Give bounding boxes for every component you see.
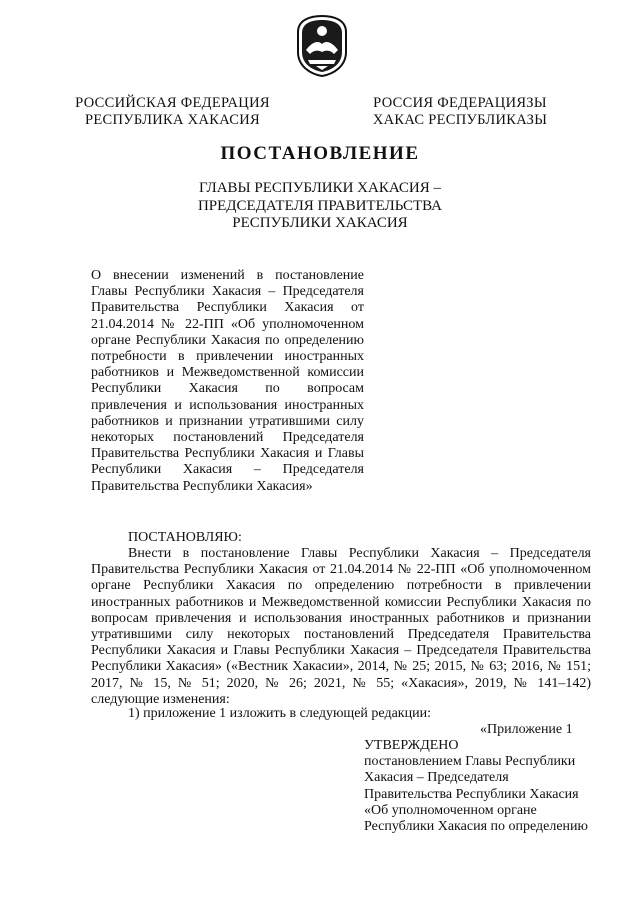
header-left-line2: РЕСПУБЛИКА ХАКАСИЯ [85, 112, 260, 128]
approved-line4: «Об уполномоченном органе [364, 802, 537, 818]
subtitle-line3: РЕСПУБЛИКИ ХАКАСИЯ [232, 215, 408, 231]
approval-block [364, 738, 594, 835]
document-subtitle [0, 180, 640, 233]
coat-of-arms-emblem [294, 14, 350, 78]
annex-label: «Приложение 1 [480, 722, 573, 737]
approved-line3: Правительства Республики Хакасия [364, 786, 579, 802]
document-subject: О внесении изменений в постановление Главы Республики Хакасия – Председателя Правительства Республики Хакасия от 21.04.2014 № 22-ПП «Об уполномоченном органе Республики Хакасия по определению потребности в привлечении иностранных работников и Межведомственной комиссии Республики Хакасия по вопросам привлечения и использования иностранных работников и признании утратившими силу некоторых постановлений Председателя Правительства Республики Хакасия и Главы Республики Хакасия – Председателя Правительства Республики Хакасия» [91, 268, 364, 494]
document-title: ПОСТАНОВЛЕНИЕ [220, 143, 420, 164]
subtitle-line1: ГЛАВЫ РЕСПУБЛИКИ ХАКАСИЯ – [198, 180, 442, 196]
header-right-line2: ХАКАС РЕСПУБЛИКАЗЫ [372, 112, 548, 128]
body-paragraph: Внести в постановление Главы Республики Хакасия – Председателя Правительства Республики Хакасия от 21.04.2014 № 22-ПП «Об уполномоченном органе Республики Хакасия по определению потребности в привлечении иностранных работников и Межведомственной комиссии Республики Хакасия по вопросам привлечения и использования иностранных работников и признании утратившими силу некоторых постановлений Председателя Правительства Республики Хакасия и Главы Республики Хакасия – Председателя Правительства Республики Хакасия» («Вестник Хакасии», 2014, № 25; 2015, № 63; 2016, № 151; 2017, № 15, № 51; 2020, № 26; 2021, № 55; «Хакасия», 2019, № 141–142) следующие изменения: [91, 546, 591, 707]
decree-word: ПОСТАНОВЛЯЮ: [128, 530, 242, 545]
item-1: 1) приложение 1 изложить в следующей редакции: [128, 706, 431, 721]
approved-line2: Хакасия – Председателя [364, 770, 509, 786]
header-left [70, 95, 275, 129]
header-right [360, 95, 560, 129]
approved-line5: Республики Хакасия по определению [364, 819, 588, 835]
header-left-line1: РОССИЙСКАЯ ФЕДЕРАЦИЯ [75, 95, 270, 111]
approved-line1: постановлением Главы Республики [364, 754, 576, 770]
header-right-line1: РОССИЯ ФЕДЕРАЦИЯЗЫ [373, 95, 547, 111]
approved-heading: УТВЕРЖДЕНО [364, 738, 459, 753]
subtitle-line2: ПРЕДСЕДАТЕЛЯ ПРАВИТЕЛЬСТВА [197, 197, 443, 214]
